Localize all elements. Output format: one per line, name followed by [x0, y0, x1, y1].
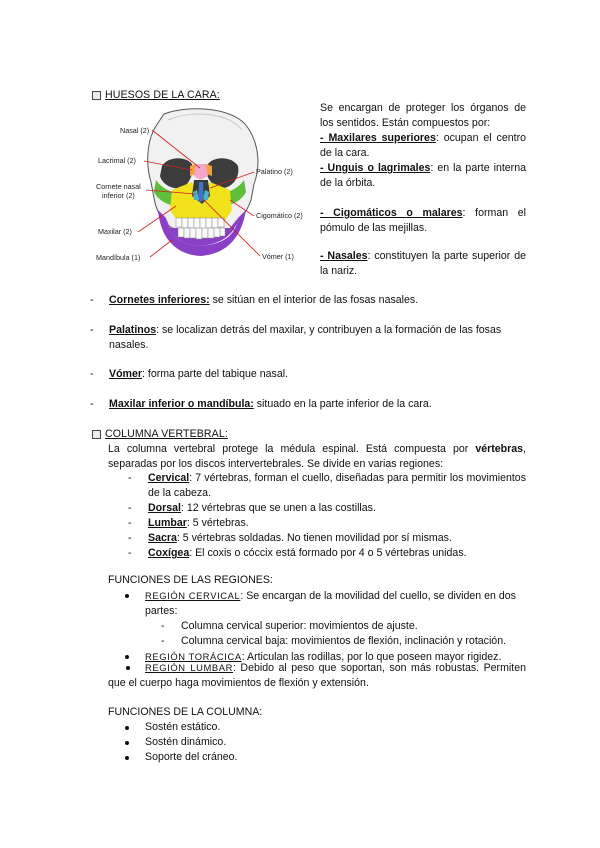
label-mandibula: Mandíbula (1): [96, 253, 141, 262]
term: - Maxilares superiores: [320, 132, 436, 144]
list-marker: -: [128, 517, 132, 529]
checkbox-icon: [92, 91, 101, 100]
region-sacra: [128, 531, 526, 546]
list-marker: -: [161, 620, 165, 632]
bullet-cervical: [123, 588, 526, 619]
skull-figure: [96, 106, 306, 276]
term: Lumbar: [148, 517, 187, 529]
term: Coxígea: [148, 547, 190, 559]
item-maxilares: [320, 131, 526, 161]
bullet-dot: [125, 756, 129, 760]
description: : Debido al peso que soportan, son más robustas. Permiten que el cuerpo haga movimientos de flexión y extensión.: [108, 662, 526, 689]
bullet-dot: [125, 726, 129, 730]
term: - Cigomáticos o malares: [320, 207, 463, 219]
list-marker: -: [90, 294, 94, 306]
funciones-regiones-title: FUNCIONES DE LAS REGIONES:: [108, 574, 273, 586]
list-marker: -: [128, 502, 132, 514]
list-marker: -: [161, 635, 165, 647]
list-marker: -: [90, 324, 94, 336]
bullet-lumbar: [108, 660, 526, 691]
bullet-dot: [125, 655, 129, 659]
description: : forma parte del tabique nasal.: [141, 368, 289, 380]
term: Dorsal: [148, 502, 181, 514]
list-marker: -: [128, 532, 132, 544]
intro-term: vértebras: [475, 443, 524, 455]
label-vomer: Vómer (1): [262, 252, 294, 261]
region-cervical: [128, 471, 526, 501]
sub-item-superior: [123, 619, 526, 634]
description: : forman el pómulo de las mejillas.: [320, 207, 526, 234]
term: Vómer: [109, 368, 142, 380]
description: : Articulan las rodillas, por lo que poseen mayor rigidez.: [241, 651, 502, 663]
columna-intro: [108, 442, 526, 472]
description: : 5 vértebras.: [186, 517, 249, 529]
region-lumbar: [128, 516, 526, 531]
label-cornete-1: Cornete nasal: [96, 182, 141, 191]
label-cornete-2: inferior (2): [102, 191, 135, 200]
item-text: Sostén estático.: [145, 721, 221, 733]
regions-list: [128, 471, 526, 561]
funciones-columna-list: [123, 720, 423, 765]
bullet-item: [123, 720, 423, 735]
bullet-dot: [125, 594, 129, 598]
term: Palatinos: [109, 324, 157, 336]
description: Columna cervical baja: movimientos de flexión, inclinación y rotación.: [181, 635, 507, 647]
item-text: Soporte del cráneo.: [145, 751, 238, 763]
term: Maxilar inferior o mandíbula:: [109, 398, 254, 410]
item-nasales: [320, 249, 526, 279]
bullet-dot: [125, 741, 129, 745]
section-title: HUESOS DE LA CARA:: [105, 89, 220, 101]
description: : 7 vértebras, forman el cuello, diseñadas para permitir los movimientos de la cabeza.: [148, 472, 526, 499]
item-text: Sostén dinámico.: [145, 736, 227, 748]
description: : Se encargan de la movilidad del cuello, se dividen en dos partes:: [145, 590, 516, 617]
description: Columna cervical superior: movimientos de ajuste.: [181, 620, 418, 632]
list-marker: -: [128, 547, 132, 559]
list-marker: -: [90, 368, 94, 380]
section-header-huesos: [92, 88, 220, 103]
region-dorsal: [128, 501, 526, 516]
section-header-columna: [92, 427, 228, 442]
description: : 12 vértebras que se unen a las costillas.: [180, 502, 376, 514]
sub-item-baja: [123, 634, 526, 649]
funciones-regiones-list: [123, 588, 526, 665]
funciones-columna-title: FUNCIONES DE LA COLUMNA:: [108, 706, 263, 718]
label-cigomatico: Cigomático (2): [256, 211, 303, 220]
item-unguis: [320, 161, 526, 191]
intro-text: Se encargan de proteger los órganos de los sentidos. Están compuestos por:: [320, 102, 526, 129]
description: : se localizan detrás del maxilar, y contribuyen a la formación de las fosas nasales.: [109, 324, 502, 351]
term: Sacra: [148, 532, 177, 544]
region-coxigea: [128, 546, 526, 561]
description: situado en la parte inferior de la cara.: [253, 398, 432, 410]
region-name: REGIÓN TORÁCICA: [145, 651, 242, 662]
label-palatino: Palatino (2): [256, 167, 293, 176]
label-nasal: Nasal (2): [120, 126, 150, 135]
label-maxilar: Maxilar (2): [98, 227, 132, 236]
description: se sitúan en el interior de las fosas nasales.: [209, 294, 419, 306]
bullet-dot: [126, 666, 130, 670]
description: : El coxis o cóccix está formado por 4 o 5 vértebras unidas.: [189, 547, 467, 559]
term: Cornetes inferiores:: [109, 294, 210, 306]
term: Cervical: [148, 472, 190, 484]
checkbox-icon: [92, 430, 101, 439]
section-title: COLUMNA VERTEBRAL:: [105, 428, 228, 440]
list-marker: -: [90, 398, 94, 410]
description: : ocupan el centro de la cara.: [320, 132, 526, 159]
term: - Nasales: [320, 250, 368, 262]
bullet-item: [123, 750, 423, 765]
description: : en la parte interna de la órbita.: [320, 162, 526, 189]
region-name: REGIÓN LUMBAR: [145, 662, 233, 673]
intro-part: , separadas por los discos intervertebrales. Se divide en varias regiones:: [108, 443, 526, 470]
description: : 5 vértebras soldadas. No tienen movilidad por sí mismas.: [176, 532, 452, 544]
intro-part: La columna vertebral protege la médula espinal. Está compuesta por: [108, 443, 476, 455]
bullet-item: [123, 735, 423, 750]
label-lacrimal: Lacrimal (2): [98, 156, 136, 165]
description: : constituyen la parte superior de la nariz.: [320, 250, 527, 277]
item-cigomaticos: [320, 206, 526, 236]
list-marker: -: [128, 472, 132, 484]
term: - Unguis o lagrimales: [320, 162, 431, 174]
region-name: REGIÓN CERVICAL: [145, 590, 241, 601]
